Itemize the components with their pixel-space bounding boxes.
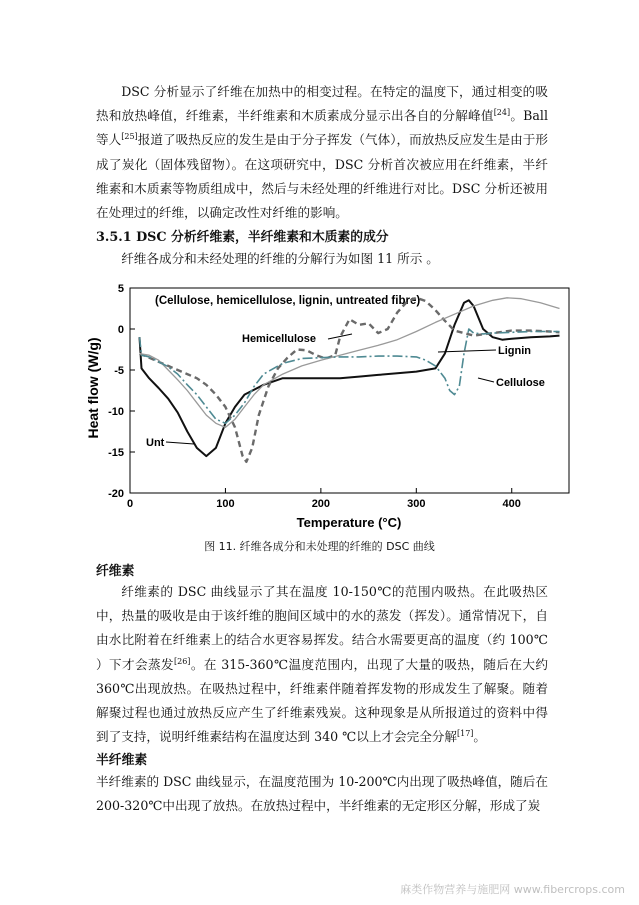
annotation-leader-cellulose [478, 378, 494, 382]
x-axis-title: Temperature (°C) [296, 515, 402, 530]
annotation-label-lignin: Lignin [498, 345, 531, 357]
paragraph-hemicellulose: 半纤维素的 DSC 曲线显示，在温度范围为 10-200℃内出现了吸热峰值，随后在 200-320℃中出现了放热。在放热过程中，半纤维素的无定形区分解，形成了炭 [96, 774, 548, 814]
watermark: 麻类作物营养与施肥网 www.fibercrops.com [400, 883, 625, 896]
y-tick-label: 5 [117, 283, 124, 295]
x-ticks [127, 488, 521, 510]
y-ticks [108, 283, 135, 500]
x-tick-label: 400 [502, 498, 521, 510]
section-heading: 3.5.1 DSC 分析纤维素，半纤维素和木质素的成分 [96, 230, 389, 245]
annotation-label-hemicellulose: Hemicellulose [242, 333, 316, 345]
annotation-label-cellulose: Cellulose [496, 377, 545, 389]
series-line-lignin [140, 298, 560, 428]
text-segment: 报道了吸热反应的发生是由于分子挥发（气体），而放热反应发生是由于形成了炭化（固体残留物）。在这项研究中，DSC 分析首次被应用在纤维素，半纤维素和木质素等物质组成中，然后与未经处理的纤维进行对比。DSC 分析还被用在处理过的纤维，以确定改性对纤维的影响。 [96, 132, 548, 221]
y-tick-label: -5 [114, 365, 124, 377]
paragraph-cellulose [96, 580, 548, 749]
y-tick-label: -10 [108, 406, 124, 418]
y-tick-label: -15 [108, 447, 124, 459]
x-tick-label: 100 [216, 498, 235, 510]
figure-caption: 图 11. 纤维各成分和未处理的纤维的 DSC 曲线 [204, 540, 435, 553]
text-segment: 。 [473, 729, 486, 745]
annotation-leader-unt [166, 442, 194, 444]
text-segment: 。Ball 等人 [96, 108, 548, 148]
subheading-cellulose: 纤维素 [96, 564, 135, 579]
chart-title: (Cellulose, hemicellulose, lignin, untreated fibre) [155, 295, 421, 307]
x-tick-label: 0 [126, 498, 134, 510]
text-segment: DSC 分析显示了纤维在加热中的相变过程。在特定的温度下，通过相变的吸热和放热峰值，纤维素，半纤维素和木质素成分显示出各自的分解峰值 [96, 84, 548, 124]
x-tick-label: 200 [311, 498, 331, 510]
text-segment: 纤维素的 DSC 曲线显示了其在温度 10-150℃的范围内吸热。在此吸热区中，热量的吸收是由于该纤维的胞间区域中的水的蒸发（挥发）。通常情况下，自由水比附着在纤维素上的结合水更容易挥发。结合水需要更高的温度（约 100℃ ）下才会蒸发 [96, 584, 548, 672]
citation-17: [17] [456, 729, 474, 739]
y-tick-label: 0 [117, 324, 124, 336]
annotation-label-unt: Unt [146, 437, 165, 449]
text-segment: 。在 315-360℃温度范围内，出现了大量的吸热，随后在大约 360℃出现放热。在吸热过程中，纤维素伴随着挥发物的形成发生了解聚。随着解聚过程也通过放热反应产生了纤维素残炭。这种现象是从所报道过的资料中得到了支持，说明纤维素结构在温度达到 340 ℃以上才会完全分解 [96, 656, 549, 745]
subheading-hemicellulose: 半纤维素 [96, 753, 148, 768]
series-annotations [146, 333, 545, 449]
plot-frame [130, 288, 569, 493]
x-tick-label: 300 [407, 498, 426, 510]
paragraph-figure-intro: 纤维各成分和未经处理的纤维的分解行为如图 11 所示 。 [121, 251, 439, 266]
citation-26: [26] [174, 656, 191, 666]
y-tick-label: -20 [108, 488, 124, 500]
annotation-leader-hemicellulose [328, 334, 352, 339]
y-axis-label [85, 337, 101, 438]
dsc-chart [82, 282, 572, 534]
citation-24: [24] [493, 108, 511, 118]
y-axis-title: Heat flow (W/g) [85, 337, 101, 439]
citation-25: [25] [121, 132, 138, 142]
paragraph-dsc-intro [96, 80, 548, 225]
